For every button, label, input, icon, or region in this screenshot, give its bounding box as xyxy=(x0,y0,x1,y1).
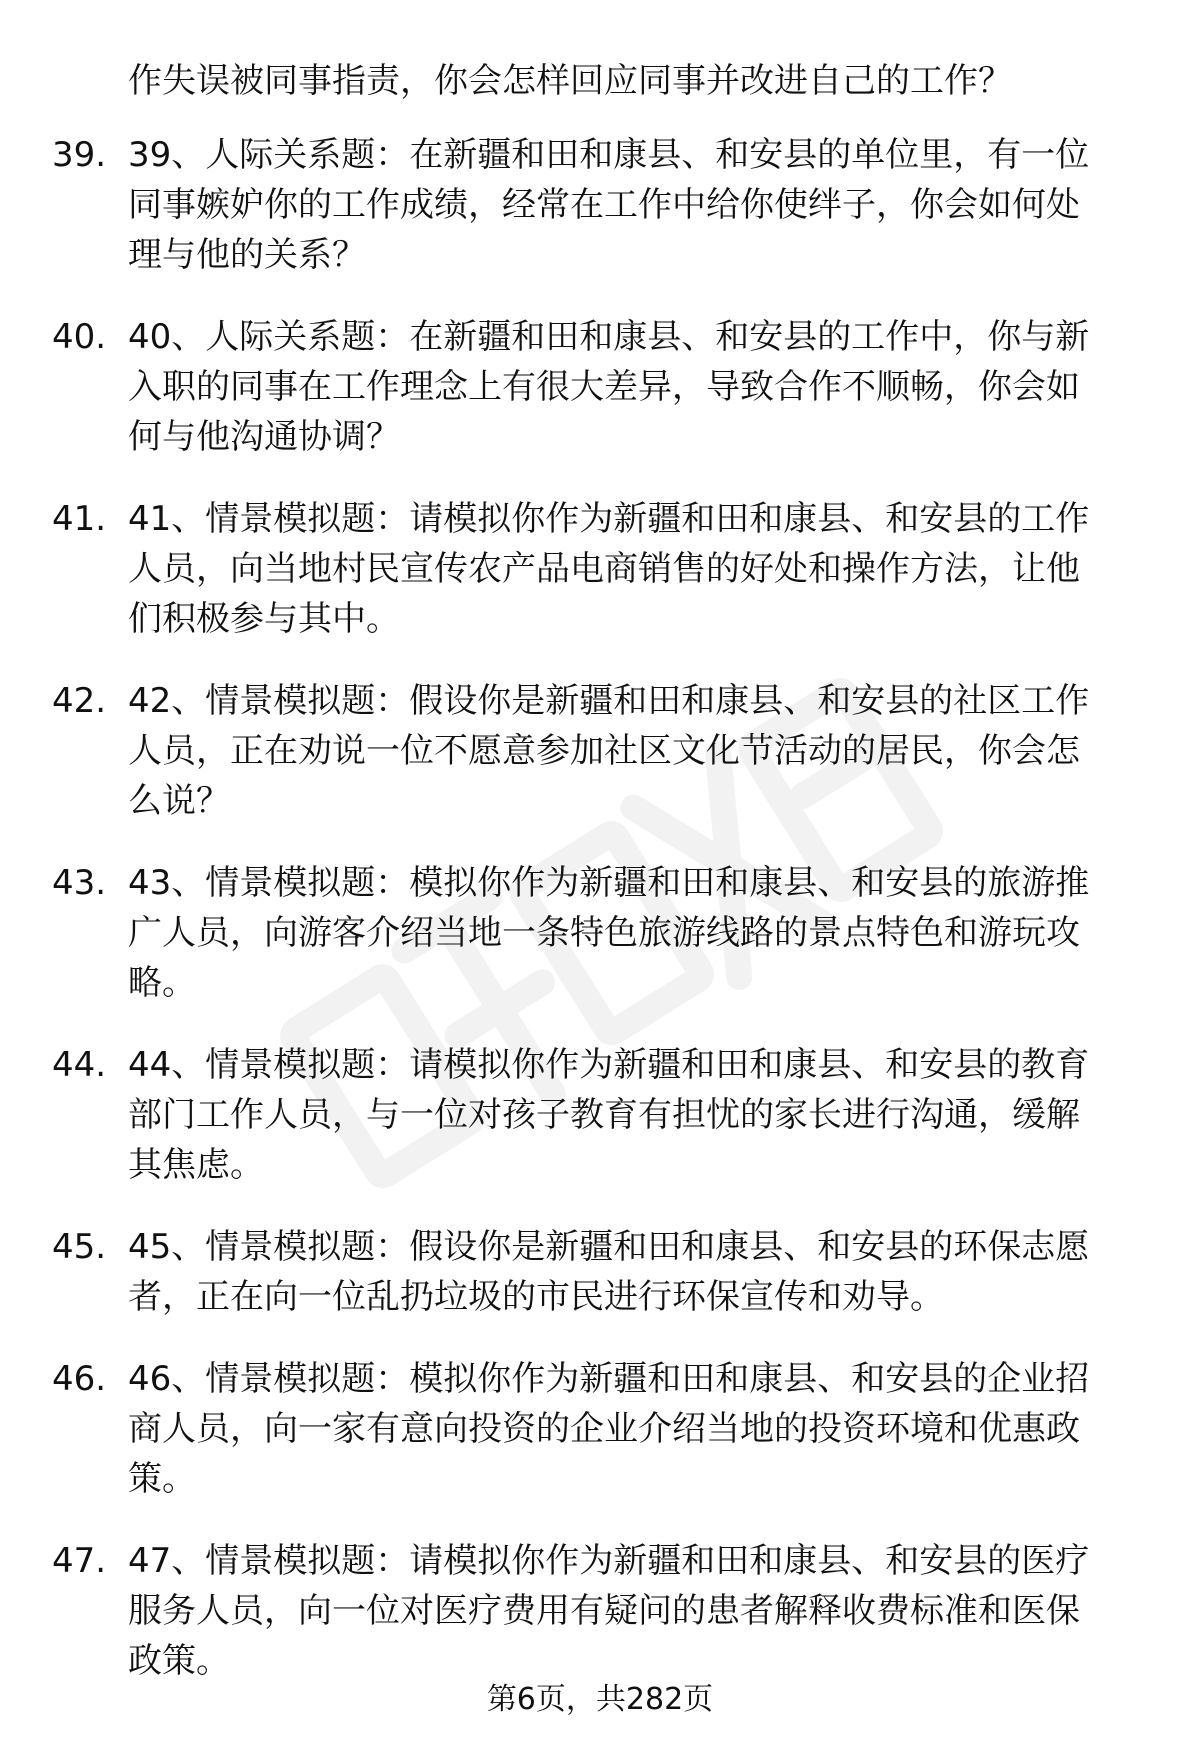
item-text-line: 策。 xyxy=(128,1459,196,1499)
item-text-line: 47、情景模拟题：请模拟你作为新疆和田和康县、和安县的医疗 xyxy=(128,1541,1090,1581)
item-text-line: 43、情景模拟题：模拟你作为新疆和田和康县、和安县的旅游推 xyxy=(128,863,1090,903)
item-text-line: 39、人际关系题：在新疆和田和康县、和安县的单位里，有一位 xyxy=(128,135,1090,175)
page-footer: 第6页，共282页 xyxy=(486,1682,714,1717)
item-text-line: 商人员，向一家有意向投资的企业介绍当地的投资环境和优惠政 xyxy=(128,1409,1080,1449)
item-text xyxy=(128,1040,1148,1190)
list-item xyxy=(0,1536,1200,1686)
continuation-line: 作失误被同事指责，你会怎样回应同事并改进自己的工作？ xyxy=(128,61,1012,101)
item-number: 46. xyxy=(52,1359,107,1399)
item-text xyxy=(128,130,1148,280)
item-number: 44. xyxy=(52,1045,107,1085)
item-number: 45. xyxy=(52,1227,107,1267)
item-text-line: 45、情景模拟题：假设你是新疆和田和康县、和安县的环保志愿 xyxy=(128,1227,1090,1267)
item-text-line: 者，正在向一位乱扔垃圾的市民进行环保宣传和劝导。 xyxy=(128,1277,944,1317)
list-item xyxy=(0,494,1200,644)
item-number: 42. xyxy=(52,681,107,721)
item-text-line: 40、人际关系题：在新疆和田和康县、和安县的工作中，你与新 xyxy=(128,317,1090,357)
item-text-line: 么说？ xyxy=(128,781,230,821)
list-item xyxy=(0,676,1200,826)
item-text-line: 政策。 xyxy=(128,1641,230,1681)
item-text-line: 同事嫉妒你的工作成绩，经常在工作中给你使绊子，你会如何处 xyxy=(128,185,1080,225)
item-text xyxy=(128,858,1148,1008)
item-text xyxy=(128,1354,1148,1504)
item-text-line: 何与他沟通协调？ xyxy=(128,417,400,457)
item-text-line: 人员，向当地村民宣传农产品电商销售的好处和操作方法，让他 xyxy=(128,549,1080,589)
item-text-line: 46、情景模拟题：模拟你作为新疆和田和康县、和安县的企业招 xyxy=(128,1359,1090,1399)
item-number: 43. xyxy=(52,863,107,903)
item-text-line: 44、情景模拟题：请模拟你作为新疆和田和康县、和安县的教育 xyxy=(128,1045,1090,1085)
list-item xyxy=(0,1222,1200,1322)
item-text xyxy=(128,676,1148,826)
item-text-line: 理与他的关系？ xyxy=(128,235,366,275)
list-item xyxy=(0,312,1200,462)
item-text-line: 略。 xyxy=(128,963,196,1003)
item-number: 47. xyxy=(52,1541,107,1581)
item-text-line: 部门工作人员，与一位对孩子教育有担忧的家长进行沟通，缓解 xyxy=(128,1095,1080,1135)
item-text-line: 服务人员，向一位对医疗费用有疑问的患者解释收费标准和医保 xyxy=(128,1591,1080,1631)
item-number: 41. xyxy=(52,499,107,539)
item-text-line: 广人员，向游客介绍当地一条特色旅游线路的景点特色和游玩攻 xyxy=(128,913,1080,953)
list-item xyxy=(0,858,1200,1008)
item-text-line: 42、情景模拟题：假设你是新疆和田和康县、和安县的社区工作 xyxy=(128,681,1090,721)
list-item xyxy=(0,1040,1200,1190)
list-item xyxy=(0,130,1200,280)
item-text xyxy=(128,494,1148,644)
item-text xyxy=(128,1222,1148,1322)
item-text-line: 入职的同事在工作理念上有很大差异，导致合作不顺畅，你会如 xyxy=(128,367,1080,407)
item-number: 40. xyxy=(52,317,107,357)
item-number: 39. xyxy=(52,135,107,175)
item-text-line: 其焦虑。 xyxy=(128,1145,264,1185)
item-text xyxy=(128,312,1148,462)
item-text-line: 们积极参与其中。 xyxy=(128,599,400,639)
list-item xyxy=(0,1354,1200,1504)
item-text xyxy=(128,1536,1148,1686)
item-text-line: 41、情景模拟题：请模拟你作为新疆和田和康县、和安县的工作 xyxy=(128,499,1090,539)
item-text-line: 人员，正在劝说一位不愿意参加社区文化节活动的居民，你会怎 xyxy=(128,731,1080,771)
